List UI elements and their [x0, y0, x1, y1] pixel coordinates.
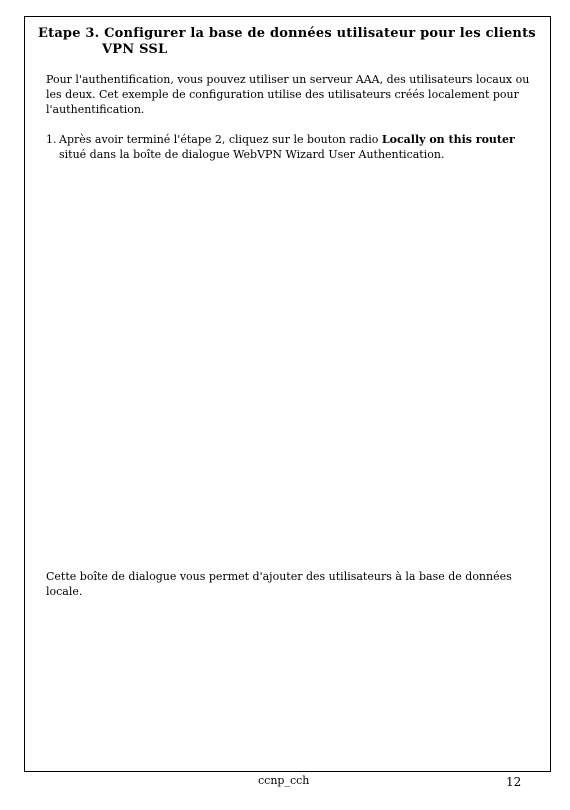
step-1-bold-option: Locally on this router — [381, 133, 515, 146]
after-figure-paragraph: Cette boîte de dialogue vous permet d'ajouter des utilisateurs à la base de données locale. — [46, 570, 512, 598]
page-number: 12 — [506, 775, 522, 789]
step-1-item — [46, 132, 542, 162]
section-heading — [38, 26, 538, 58]
page-frame — [24, 16, 551, 772]
step-1-text-after: situé dans la boîte de dialogue WebVPN Wizard User Authentication. — [59, 148, 445, 161]
step-1-number: 1. — [46, 133, 57, 146]
footer-label: ccnp_cch — [258, 774, 310, 787]
heading-line-1: Etape 3. Configurer la base de données utilisateur pour les clients — [38, 26, 536, 41]
intro-paragraph: Pour l'authentification, vous pouvez utiliser un serveur AAA, des utilisateurs locaux ou les deux. Cet exemple de configuration utilise des utilisateurs créés localement pour l'authentification. — [46, 73, 530, 116]
step-1-body — [46, 132, 542, 162]
heading-line-2: VPN SSL — [102, 42, 168, 57]
step-1-text-before: Après avoir terminé l'étape 2, cliquez sur le bouton radio — [59, 133, 382, 146]
